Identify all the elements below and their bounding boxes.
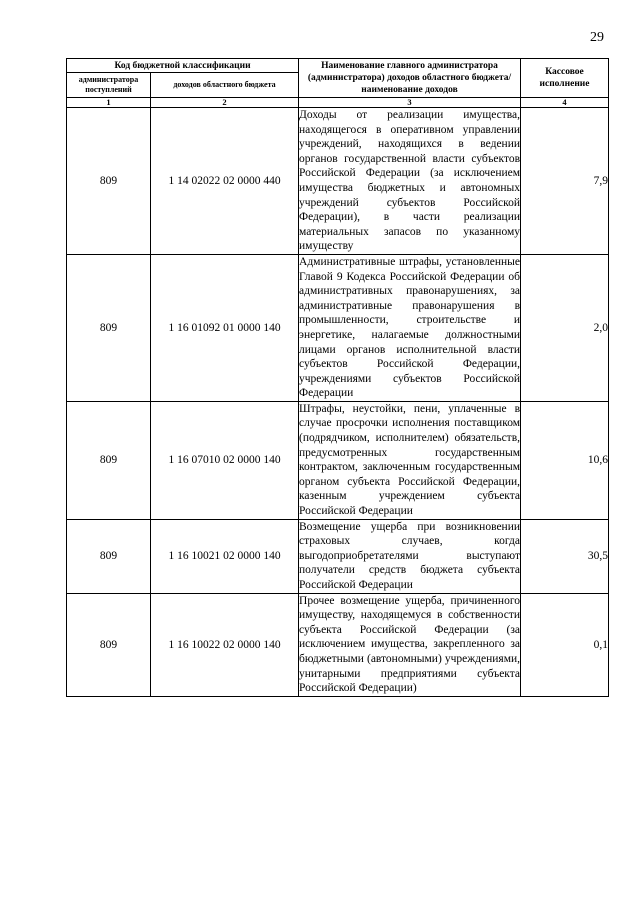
income-code: 1 16 10021 02 0000 140	[151, 519, 299, 593]
income-name: Прочее возмещение ущерба, причиненного имуществу, находящемуся в собственности субъекта Российской Федерации (за исключением имущества, закрепленного за бюджетными (автономными) учреждениями, унитарными предприятиями субъекта Российской Федерации)	[299, 593, 521, 696]
header-num-4: 4	[521, 98, 609, 108]
amount: 10,6	[521, 401, 609, 519]
table-row	[67, 401, 609, 519]
income-name: Доходы от реализации имущества, находящегося в оперативном управлении учреждений, находящихся в ведении органов государственной власти субъектов Российской Федерации (за исключением имущества бюджетных и автономных учреждений субъектов Российской Федерации), в части реализации материальных запасов по указанному имуществу	[299, 108, 521, 255]
table-row	[67, 254, 609, 401]
income-name: Возмещение ущерба при возникновении страховых случаев, когда выгодоприобретателями выступают получатели средств бюджета субъекта Российской Федерации	[299, 519, 521, 593]
header-num-2: 2	[151, 98, 299, 108]
amount: 2,0	[521, 254, 609, 401]
admin-code: 809	[67, 401, 151, 519]
table-row	[67, 593, 609, 696]
income-code: 1 16 10022 02 0000 140	[151, 593, 299, 696]
header-name: Наименование главного администратора (администратора) доходов областного бюджета/ наименование доходов	[299, 59, 521, 98]
table-row	[67, 519, 609, 593]
amount: 30,5	[521, 519, 609, 593]
amount: 0,1	[521, 593, 609, 696]
admin-code: 809	[67, 254, 151, 401]
income-code: 1 16 01092 01 0000 140	[151, 254, 299, 401]
budget-income-table	[66, 58, 609, 697]
income-code: 1 14 02022 02 0000 440	[151, 108, 299, 255]
header-num-3: 3	[299, 98, 521, 108]
header-amount: Кассовое исполнение	[521, 59, 609, 98]
admin-code: 809	[67, 519, 151, 593]
page-number: 29	[590, 30, 604, 45]
admin-code: 809	[67, 593, 151, 696]
income-code: 1 16 07010 02 0000 140	[151, 401, 299, 519]
amount: 7,9	[521, 108, 609, 255]
income-name: Административные штрафы, установленные Главой 9 Кодекса Российской Федерации об административных правонарушениях, за административные правонарушения в промышленности, строительстве и энергетике, налагаемые должностными лицами органов исполнительной власти субъектов Российской Федерации, учреждениями субъектов Российской Федерации	[299, 254, 521, 401]
income-name: Штрафы, неустойки, пени, уплаченные в случае просрочки исполнения поставщиком (подрядчиком, исполнителем) обязательств, предусмотренных государственным контрактом, заключенным государственным органом субъекта Российской Федерации, казенным учреждением субъекта Российской Федерации	[299, 401, 521, 519]
header-income: доходов областного бюджета	[151, 73, 299, 98]
table-row	[67, 108, 609, 255]
header-code-group: Код бюджетной классификации	[67, 59, 299, 73]
header-admin: администратора поступлений	[67, 73, 151, 98]
admin-code: 809	[67, 108, 151, 255]
header-num-1: 1	[67, 98, 151, 108]
